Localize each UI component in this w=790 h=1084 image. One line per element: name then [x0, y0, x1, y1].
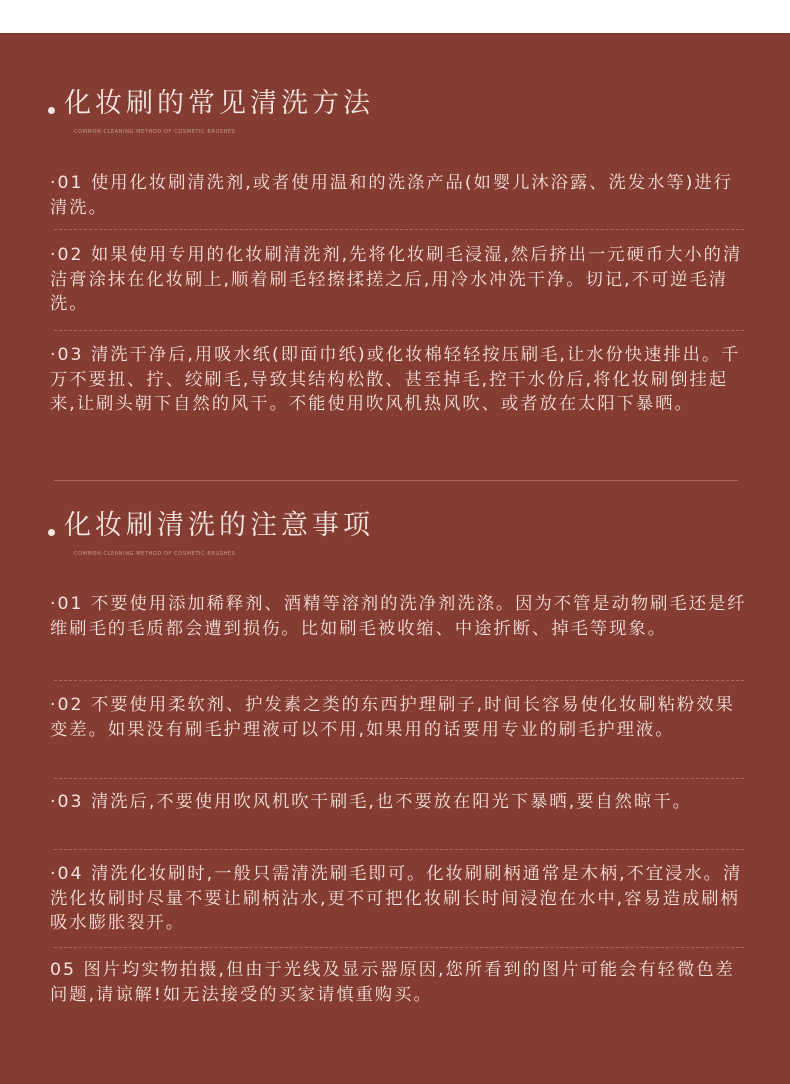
section-title-cleaning-methods [48, 90, 374, 117]
precaution-item-4: ·04 清洗化妆刷时,一般只需清洗刷毛即可。化妆刷刷柄通常是木柄,不宜浸水。清洗化妆刷时尽量不要让刷柄沾水,更不可把化妆刷长时间浸泡在水中,容易造成刷柄吸水膨胀裂开。 [50, 864, 743, 933]
section-title-text: 化妆刷的常见清洗方法 [64, 88, 374, 119]
precaution-item-1: ·01 不要使用添加稀释剂、酒精等溶剂的洗净剂洗涤。因为不管是动物刷毛还是纤维刷毛的毛质都会遭到损伤。比如刷毛被收缩、中途折断、掉毛等现象。 [50, 594, 747, 639]
section-title-text: 化妆刷清洗的注意事项 [64, 510, 374, 541]
dashed-divider [54, 680, 744, 681]
section-title-precautions [48, 512, 374, 539]
precaution-item-2: ·02 不要使用柔软剂、护发素之类的东西护理刷子,时间长容易使化妆刷粘粉效果变差。如果没有刷毛护理液可以不用,如果用的话要用专业的刷毛护理液。 [50, 695, 735, 740]
dashed-divider [54, 229, 744, 230]
method-item-2: ·02 如果使用专用的化妆刷清洗剂,先将化妆刷毛浸湿,然后挤出一元硬币大小的清洁膏涂抹在化妆刷上,顺着刷毛轻擦揉搓之后,用冷水冲洗干净。切记,不可逆毛清洗。 [50, 245, 743, 314]
dashed-divider [54, 849, 744, 850]
method-item-3: ·03 清洗干净后,用吸水纸(即面巾纸)或化妆棉轻轻按压刷毛,让水份快速排出。千万不要扭、拧、绞刷毛,导致其结构松散、甚至掉毛,控干水份后,将化妆刷倒挂起来,让刷头朝下自然的风干。不能使用吹风机热风吹、或者放在太阳下暴晒。 [50, 345, 741, 414]
section-subtitle: COMMON CLEANING METHOD OF COSMETIC BRUSHES [74, 129, 236, 135]
dashed-divider [54, 330, 744, 331]
dashed-divider [54, 778, 744, 779]
bullet-dot-icon [48, 529, 55, 536]
section-divider [54, 480, 738, 481]
method-item-1: ·01 使用化妆刷清洗剂,或者使用温和的洗涤产品(如婴儿沐浴露、洗发水等)进行清洗。 [50, 173, 733, 218]
disclaimer-item: 05 图片均实物拍摄,但由于光线及显示器原因,您所看到的图片可能会有轻微色差问题,请谅解!如无法接受的买家请慎重购买。 [50, 960, 735, 1005]
section-subtitle: COMMON CLEANING METHOD OF COSMETIC BRUSHES [74, 551, 236, 557]
precaution-item-3: ·03 清洗后,不要使用吹风机吹干刷毛,也不要放在阳光下暴晒,要自然晾干。 [50, 792, 692, 812]
bullet-dot-icon [48, 107, 55, 114]
dashed-divider [54, 947, 744, 948]
